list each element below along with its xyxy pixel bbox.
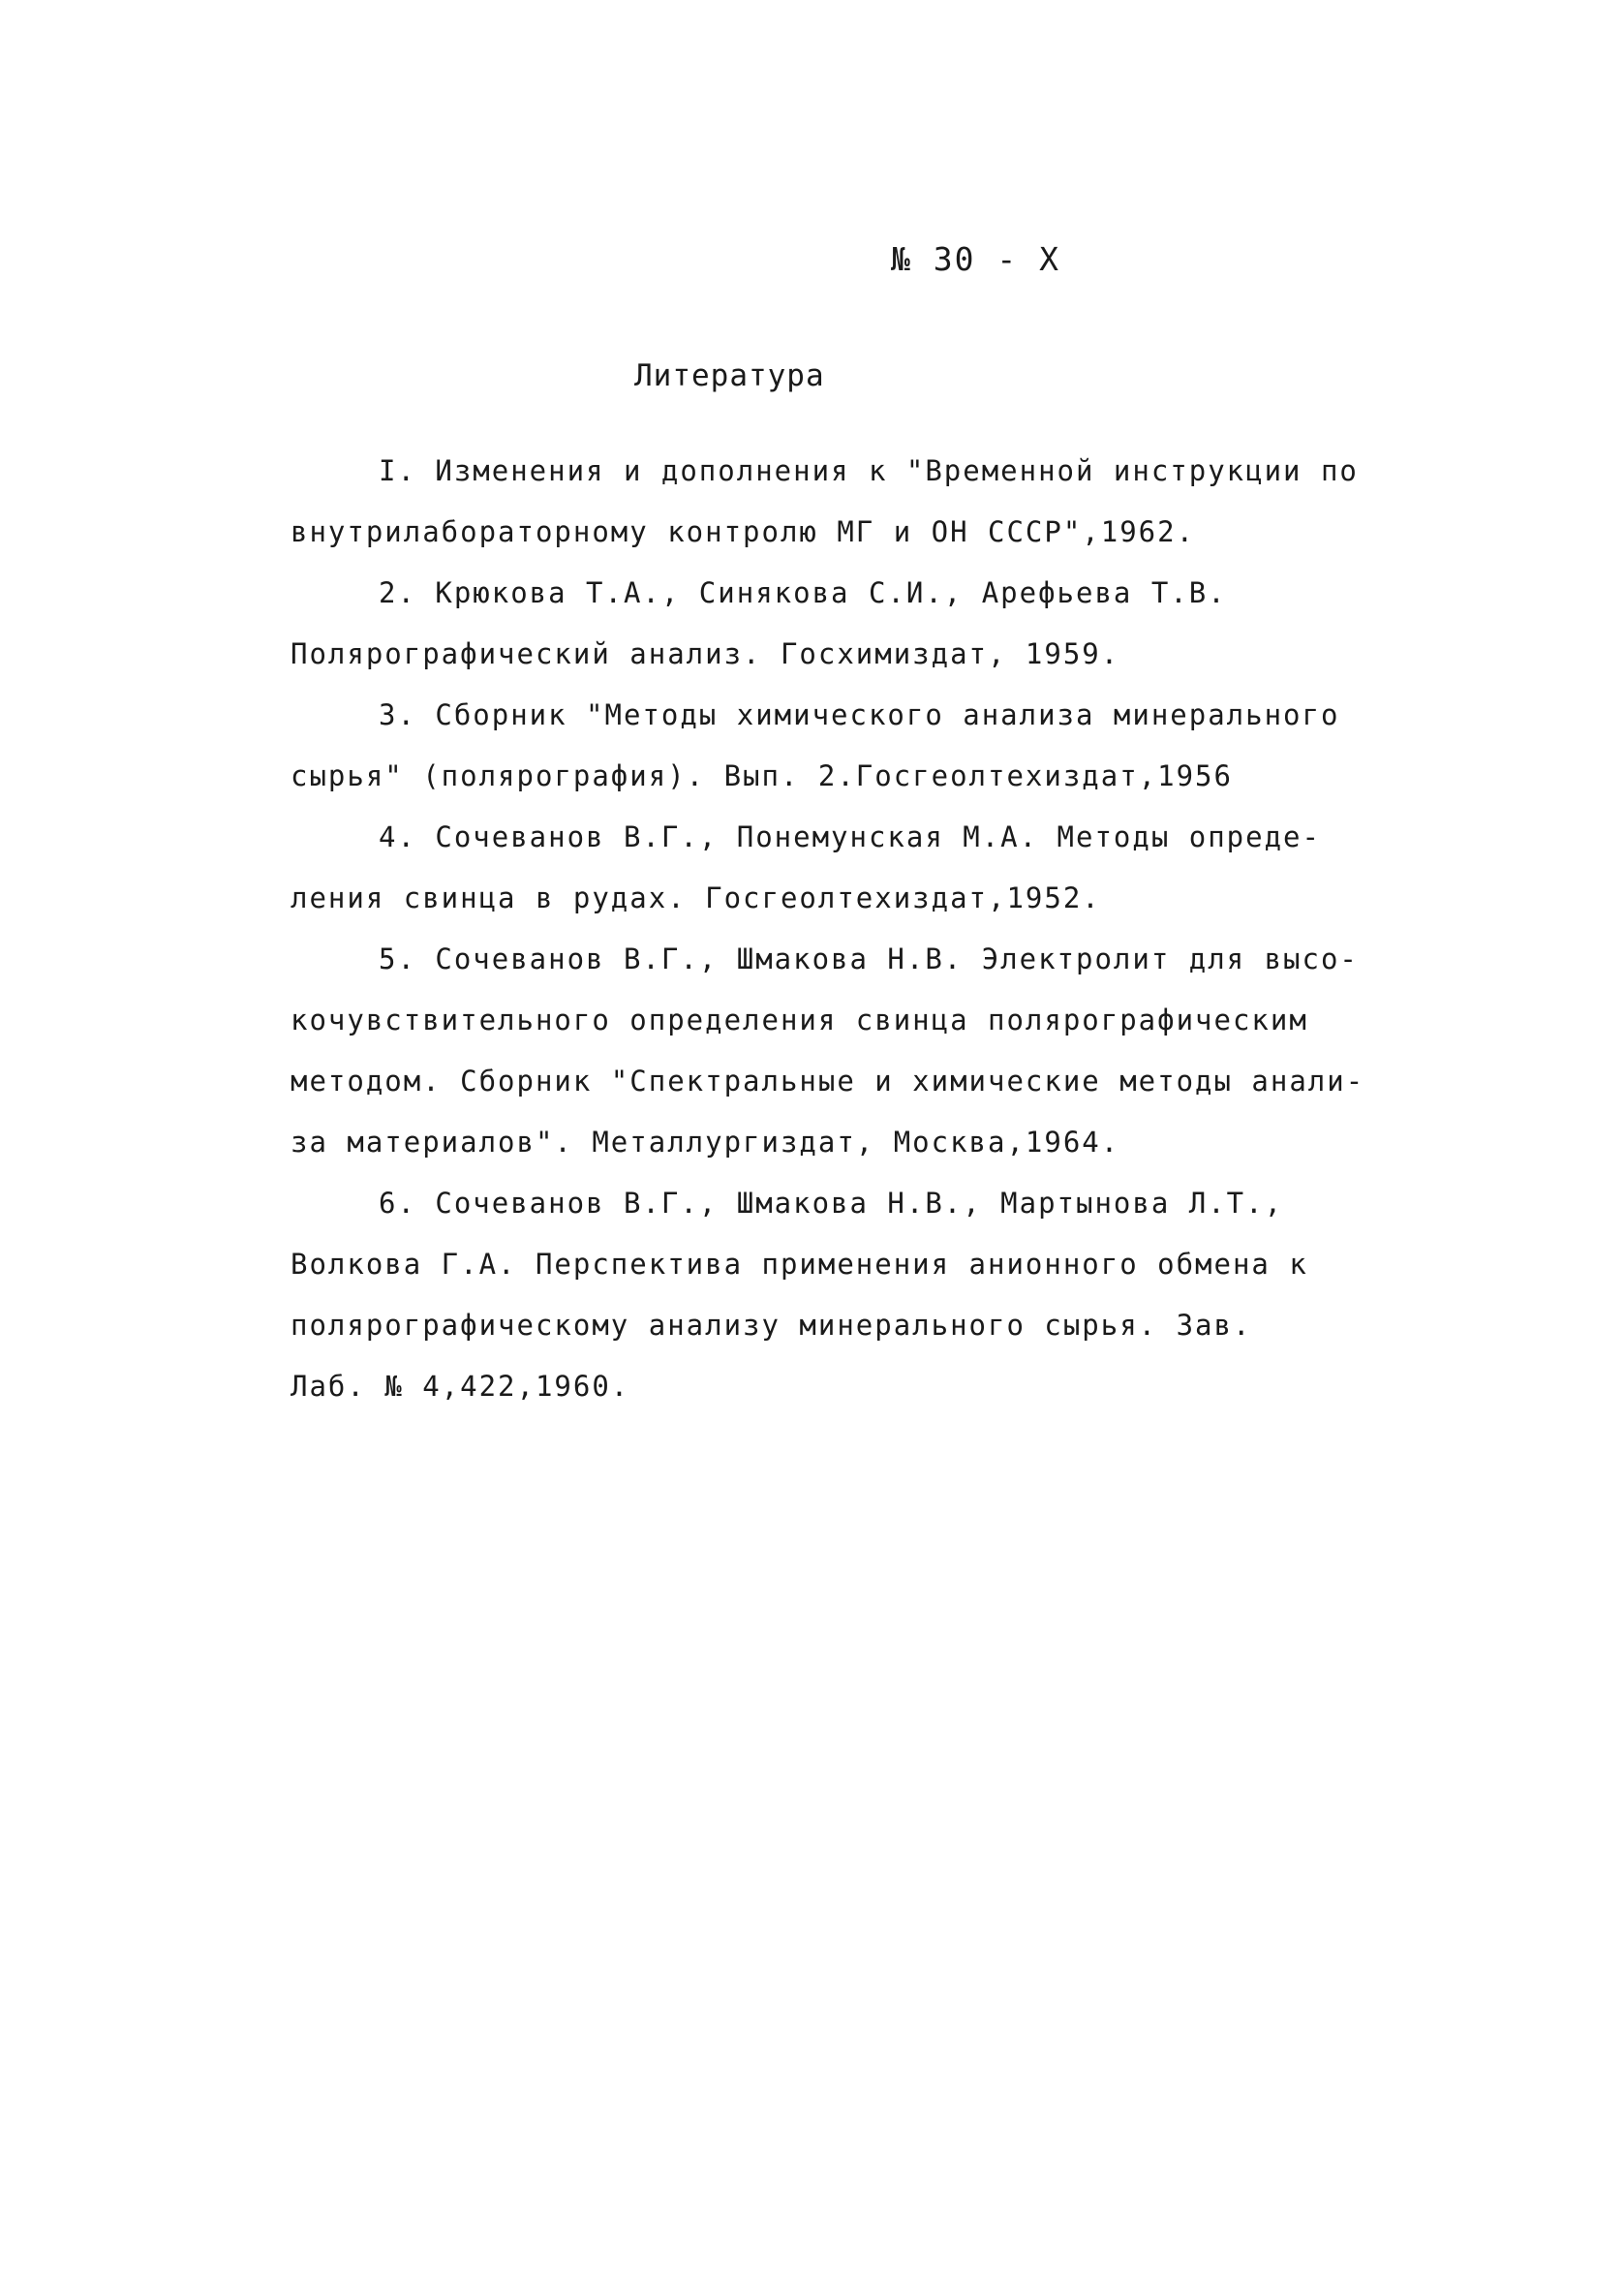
reference-line: кочувствительного определения свинца полярографическим [291,1004,1308,1036]
reference-line: сырья" (полярография). Вып. 2.Госгеолтехиздат,1956 [291,759,1233,792]
reference-item-3 [291,685,1340,807]
reference-line: методом. Сборник "Спектральные и химические методы анали- [291,1065,1365,1098]
reference-line: 5. Сочеванов В.Г., Шмакова Н.В. Электролит для высо- [379,943,1359,975]
reference-item-2 [291,563,1336,685]
reference-line: 6. Сочеванов В.Г., Шмакова Н.В., Мартынова Л.Т., [379,1187,1284,1220]
reference-line: 2. Крюкова Т.А., Синякова С.И., Арефьева Т.В. [379,576,1227,609]
section-title: Литература [634,358,825,393]
reference-line: внутрилабораторному контролю МГ и ОН СССР",1962. [291,515,1196,548]
reference-list [291,441,1365,1417]
reference-line: за материалов". Металлургиздат, Москва,1964. [291,1126,1120,1159]
reference-item-1 [291,441,1359,563]
reference-line: Полярографический анализ. Госхимиздат, 1959. [291,637,1120,670]
reference-line: Волкова Г.А. Перспектива применения анионного обмена к [291,1248,1308,1281]
reference-line: полярографическому анализу минерального сырья. Зав. [291,1309,1252,1342]
reference-item-6 [291,1173,1336,1417]
reference-item-4 [291,807,1336,929]
reference-item-5 [291,929,1365,1173]
reference-line: Лаб. № 4,422,1960. [291,1370,630,1403]
reference-line: 3. Сборник "Методы химического анализа минерального [379,698,1340,731]
reference-line: 4. Сочеванов В.Г., Понемунская М.А. Методы опреде- [379,820,1321,853]
reference-line: I. Изменения и дополнения к "Временной инструкции по [379,454,1359,487]
page-number: № 30 - X [891,240,1060,278]
reference-line: ления свинца в рудах. Госгеолтехиздат,1952. [291,881,1101,914]
